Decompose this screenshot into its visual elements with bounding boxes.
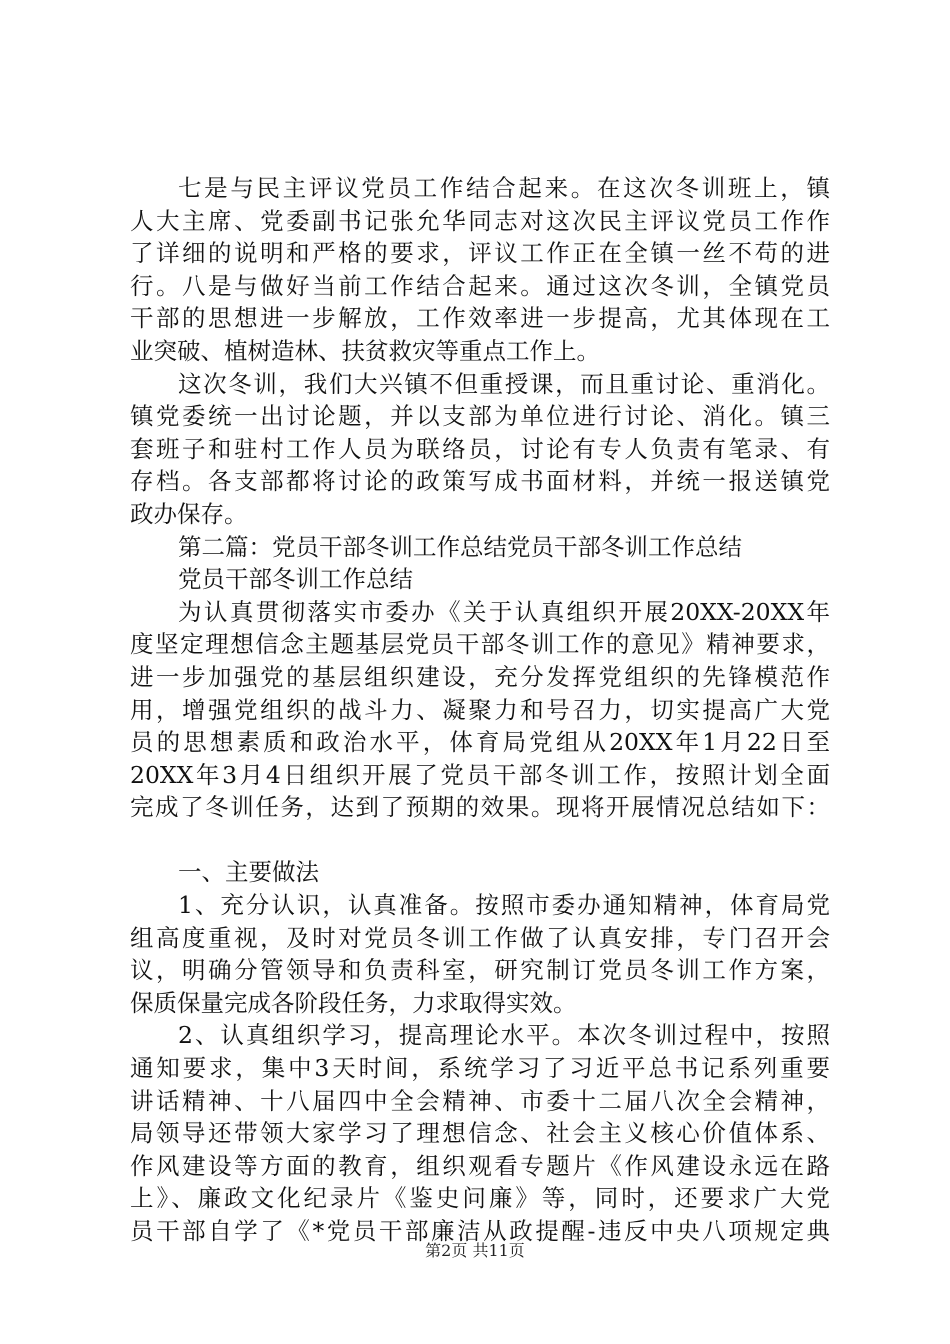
text-line: 行。八是与做好当前工作结合起来。通过这次冬训，全镇党员 <box>130 271 830 300</box>
text-line: 用，增强党组织的战斗力、凝聚力和号召力，切实提高广大党 <box>130 695 830 724</box>
text-line: 套班子和驻村工作人员为联络员，讨论有专人负责有笔录、有 <box>130 434 830 463</box>
text-line: 员的思想素质和政治水平，体育局党组从20XX年1月22日至 <box>130 728 830 757</box>
text-line: 通知要求，集中3天时间，系统学习了习近平总书记系列重要 <box>130 1054 830 1083</box>
text-line: 业突破、植树造林、扶贫救灾等重点工作上。 <box>130 336 600 365</box>
text-line: 镇党委统一出讨论题，并以支部为单位进行讨论、消化。镇三 <box>130 402 830 431</box>
blank-line <box>130 824 830 857</box>
text-line: 2、认真组织学习，提高理论水平。本次冬训过程中，按照 <box>178 1021 830 1050</box>
section-heading: 第二篇：党员干部冬训工作总结党员干部冬训工作总结 <box>178 532 742 561</box>
text-line: 上》、廉政文化纪录片《鉴史问廉》等，同时，还要求广大党 <box>130 1184 830 1213</box>
text-line: 人大主席、党委副书记张允华同志对这次民主评议党员工作作 <box>130 206 830 235</box>
subsection-heading: 一、主要做法 <box>178 858 319 887</box>
page-number-footer: 第2页 共11页 <box>425 1241 525 1260</box>
text-line: 政办保存。 <box>130 499 248 528</box>
article-title: 党员干部冬训工作总结 <box>178 565 413 594</box>
text-line: 1、充分认识，认真准备。按照市委办通知精神，体育局党 <box>178 891 830 920</box>
text-line: 干部的思想进一步解放，工作效率进一步提高，尤其体现在工 <box>130 304 830 333</box>
text-line: 为认真贯彻落实市委办《关于认真组织开展20XX-20XX年 <box>178 597 830 626</box>
text-line: 完成了冬训任务，达到了预期的效果。现将开展情况总结如下： <box>130 793 830 822</box>
text-line: 20XX年3月4日组织开展了党员干部冬训工作，按照计划全面 <box>130 760 830 789</box>
text-line: 进一步加强党的基层组织建设，充分发挥党组织的先锋模范作 <box>130 662 830 691</box>
text-line: 这次冬训，我们大兴镇不但重授课，而且重讨论、重消化。 <box>178 369 830 398</box>
text-line: 讲话精神、十八届四中全会精神、市委十二届八次全会精神， <box>130 1086 830 1115</box>
text-line: 作风建设等方面的教育，组织观看专题片《作风建设永远在路 <box>130 1151 830 1180</box>
text-line: 存档。各支部都将讨论的政策写成书面材料，并统一报送镇党 <box>130 467 830 496</box>
text-line: 员干部自学了《*党员干部廉洁从政提醒-违反中央八项规定典 <box>130 1217 830 1245</box>
text-line: 议，明确分管领导和负责科室，研究制订党员冬训工作方案， <box>130 956 830 985</box>
text-line: 七是与民主评议党员工作结合起来。在这次冬训班上，镇 <box>178 174 830 202</box>
text-line: 局领导还带领大家学习了理想信念、社会主义核心价值体系、 <box>130 1119 830 1148</box>
text-line: 了详细的说明和严格的要求，评议工作正在全镇一丝不苟的进 <box>130 239 830 268</box>
text-line: 度坚定理想信念主题基层党员干部冬训工作的意见》精神要求， <box>130 630 830 659</box>
document-body <box>130 172 830 1248</box>
text-line: 组高度重视，及时对党员冬训工作做了认真安排，专门召开会 <box>130 923 830 952</box>
text-line: 保质保量完成各阶段任务，力求取得实效。 <box>130 988 577 1017</box>
